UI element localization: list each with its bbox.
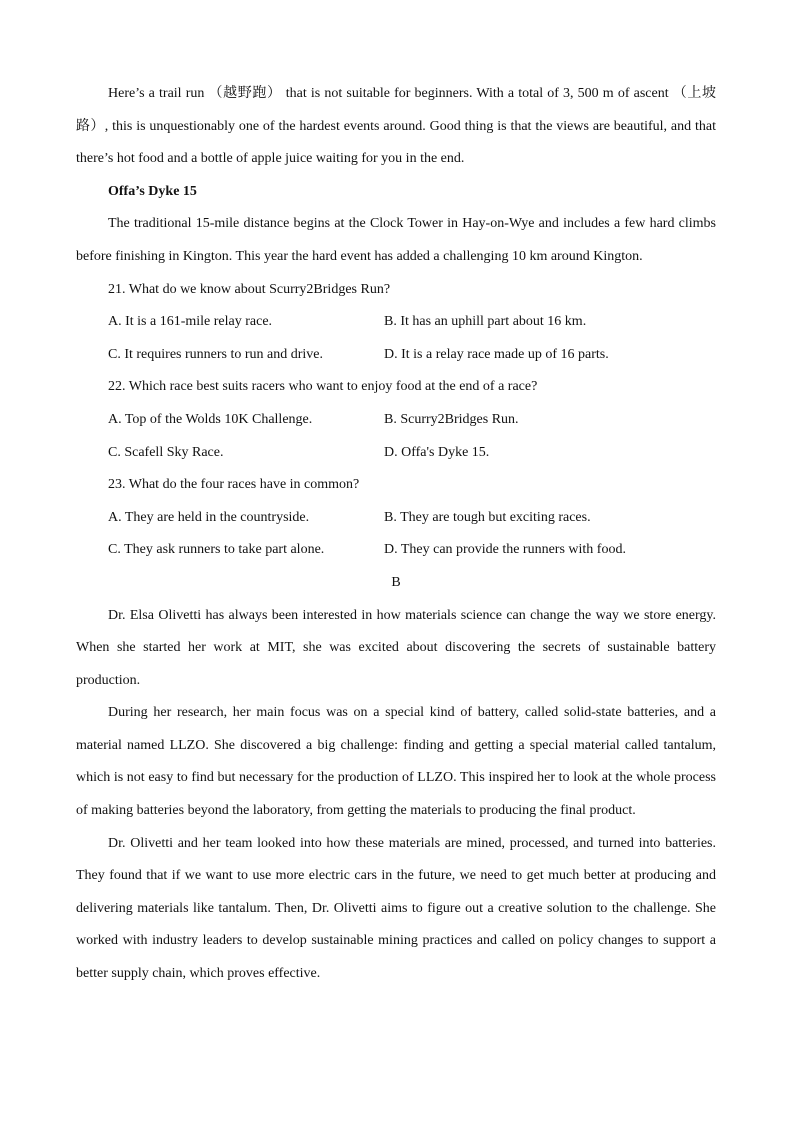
question-stem: 22. Which race best suits racers who want to enjoy food at the end of a race? xyxy=(108,379,538,395)
question-stem: 23. What do the four races have in common? xyxy=(108,477,360,493)
question-stem: 21. What do we know about Scurry2Bridges Run? xyxy=(108,281,391,297)
passage-b-paragraph-2: During her research, her main focus was on a special kind of battery, called solid-state batteries, and a material named LLZO. She discovered a big challenge: finding and getting a special material called tantalum, which is not easy to find but necessary for the production of LLZO. This inspired her to look at the whole process of making batteries beyond the laboratory, from getting the materials to producing the final product. xyxy=(76,705,716,819)
section-b-label: B xyxy=(391,574,401,590)
option-c: C. They ask runners to take part alone. xyxy=(108,542,325,558)
option-d: D. Offa's Dyke 15. xyxy=(384,444,490,460)
option-a: A. They are held in the countryside. xyxy=(108,509,310,525)
option-b: B. It has an uphill part about 16 km. xyxy=(384,314,587,330)
passage-b-paragraph-3: Dr. Olivetti and her team looked into how these materials are mined, processed, and turned into batteries. They found that if we want to use more electric cars in the future, we need to get much better at producing and delivering materials like tantalum. Then, Dr. Olivetti aims to figure out a creative solution to the challenge. She worked with industry leaders to develop sustainable mining practices and called on policy changes to support a better supply chain, which proves effective. xyxy=(76,835,716,982)
question-23 xyxy=(76,469,716,567)
race-title-offas-dyke: Offa’s Dyke 15 xyxy=(108,183,197,199)
option-d: D. It is a relay race made up of 16 parts. xyxy=(384,346,609,362)
option-c: C. It requires runners to run and drive. xyxy=(108,346,323,362)
option-a: A. It is a 161-mile relay race. xyxy=(108,314,273,330)
option-b: B. Scurry2Bridges Run. xyxy=(384,411,519,427)
question-options xyxy=(76,404,716,469)
question-options xyxy=(76,502,716,567)
intro-paragraph: Here’s a trail run （越野跑） that is not suitable for beginners. With a total of 3, 500 m of ascent （上坡路）, this is unquestionably one of the hardest events around. Good thing is that the views are beautiful, and that there’s hot food and a bottle of apple juice waiting for you in the end. xyxy=(76,86,716,167)
race-description-offas-dyke: The traditional 15-mile distance begins at the Clock Tower in Hay-on-Wye and includes a few hard climbs before finishing in Kington. This year the hard event has added a challenging 10 km around Kington. xyxy=(76,216,716,264)
option-b: B. They are tough but exciting races. xyxy=(384,509,591,525)
option-a: A. Top of the Wolds 10K Challenge. xyxy=(108,411,313,427)
option-d: D. They can provide the runners with food. xyxy=(384,542,626,558)
passage-b-paragraph-1: Dr. Elsa Olivetti has always been interested in how materials science can change the way we store energy. When she started her work at MIT, she was excited about discovering the secrets of sustainable battery production. xyxy=(76,607,716,688)
option-c: C. Scafell Sky Race. xyxy=(108,444,224,460)
document-page xyxy=(76,78,716,991)
question-21 xyxy=(76,274,716,372)
question-options xyxy=(76,306,716,371)
question-22 xyxy=(76,371,716,469)
